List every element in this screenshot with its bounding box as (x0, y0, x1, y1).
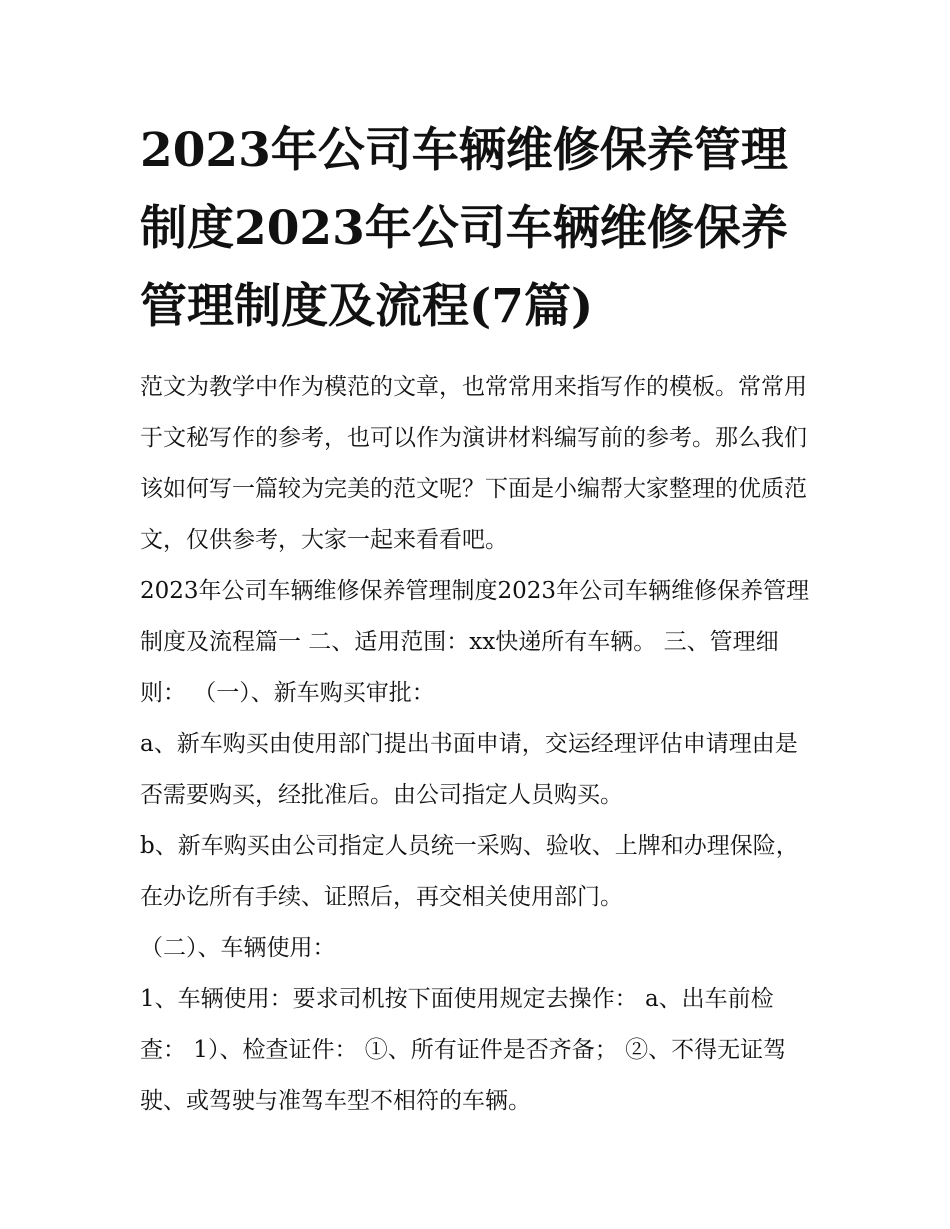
paragraph-intro: 范文为教学中作为模范的文章，也常常用来指写作的模板。常常用于文秘写作的参考，也可以作为演讲材料编写前的参考。那么我们该如何写一篇较为完美的范文呢？下面是小编帮大家整理的优质范文，仅供参考，大家一起来看看吧。 (140, 374, 807, 553)
document-body (140, 362, 812, 1127)
paragraph-item-b: b、新车购买由公司指定人员统一采购、验收、上牌和办理保险，在办讫所有手续、证照后，再交相关使用部门。 (140, 833, 799, 910)
document-title: 2023年公司车辆维修保养管理制度2023年公司车辆维修保养管理制度及流程(7篇) (140, 123, 788, 334)
paragraph-vehicle-use-heading: （二）、车辆使用： (140, 935, 336, 961)
paragraph-item-a: a、新车购买由使用部门提出书面申请，交运经理评估申请理由是否需要购买，经批准后。由公司指定人员购买。 (140, 731, 798, 808)
paragraph-item-1: 1、车辆使用：要求司机按下面使用规定去操作： a、出车前检查： 1）、检查证件： ①、所有证件是否齐备； ②、不得无证驾驶、或驾驶与准驾车型不相符的车辆。 (140, 986, 787, 1114)
paragraph-section-scope: 2023年公司车辆维修保养管理制度2023年公司车辆维修保养管理制度及流程篇一 二、适用范围：xx快递所有车辆。 三、管理细则： （一）、新车购买审批： (140, 578, 810, 706)
document-content (140, 112, 812, 1127)
